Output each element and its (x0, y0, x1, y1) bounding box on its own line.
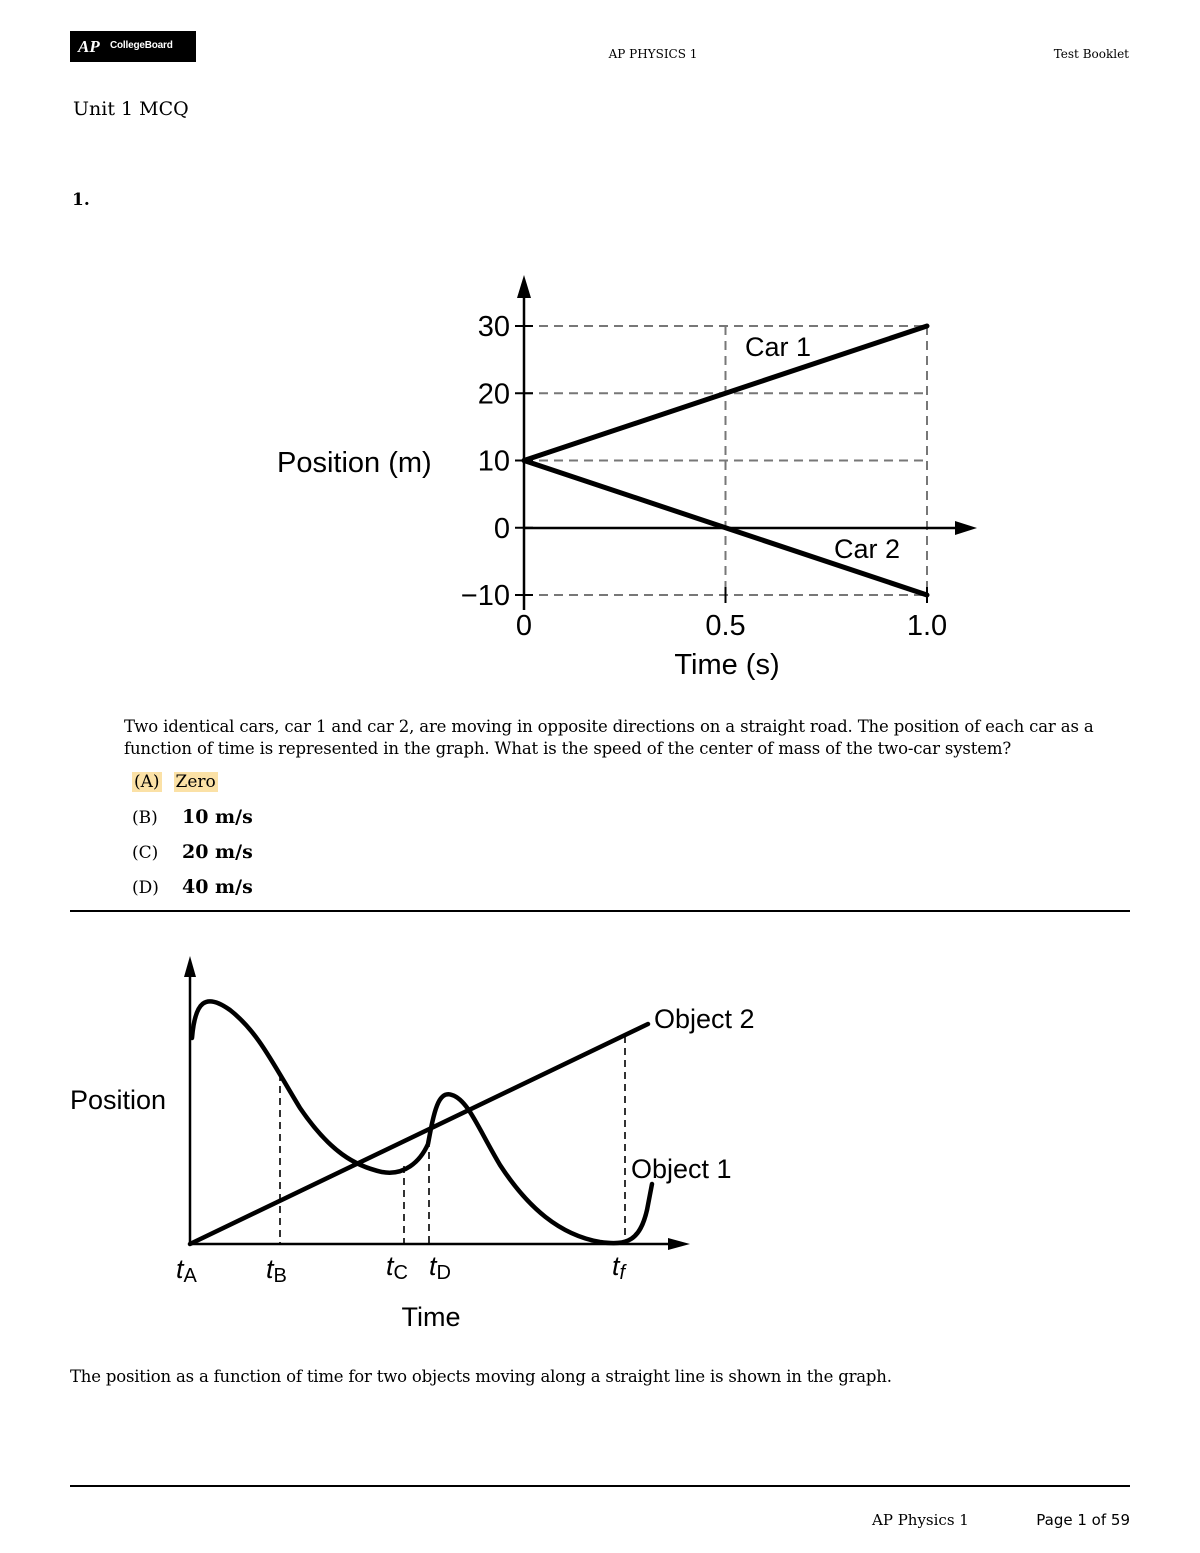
ytick-label-0: 30 (477, 311, 510, 343)
choice-c[interactable] (132, 841, 253, 863)
choice-c-letter: (C) (132, 843, 159, 863)
choice-c-text: 20 m/s (182, 841, 253, 863)
ytick-label-4: −10 (460, 580, 510, 612)
footer-course: AP Physics 1 (872, 1511, 969, 1529)
choice-a-text: Zero (175, 772, 216, 792)
choice-b-text: 10 m/s (182, 806, 253, 828)
tick-tf: tf (612, 1251, 626, 1284)
section-divider (70, 910, 1130, 912)
graph-description: The position as a function of time for two objects moving along a straight line is shown in the graph. (70, 1367, 892, 1386)
chart1-ylabel: Position (m) (277, 447, 432, 479)
series-object-1 (192, 1001, 652, 1243)
object-position-chart (0, 940, 800, 1340)
chart1-xlabel: Time (s) (674, 649, 780, 681)
car-position-chart (0, 0, 1200, 700)
header-booklet: Test Booklet (1053, 47, 1129, 61)
tick-tD: tD (429, 1251, 451, 1284)
series-label-car-1: Car 1 (745, 332, 812, 362)
y-axis-arrow-icon (184, 956, 196, 977)
logo-text: CollegeBoard (110, 40, 173, 51)
page-number: Page 1 of 59 (1036, 1511, 1130, 1529)
chart2-ylabel: Position (70, 1085, 167, 1115)
tick-tA: tA (176, 1254, 197, 1287)
choice-d-text: 40 m/s (182, 876, 253, 898)
tick-tB: tB (266, 1254, 287, 1287)
question-number: 1. (72, 190, 90, 210)
x-axis-arrow-icon (668, 1238, 690, 1250)
choice-a[interactable] (132, 772, 218, 792)
footer-divider (70, 1485, 1130, 1487)
xtick-label-2: 1.0 (906, 610, 948, 642)
choice-d-letter: (D) (132, 878, 159, 898)
choice-a-letter: (A) (134, 772, 160, 792)
ytick-label-2: 10 (477, 445, 510, 478)
y-axis-arrow-icon (517, 275, 531, 298)
question-text: Two identical cars, car 1 and car 2, are moving in opposite directions on a straight road. The position of each car as a function of time is represented in the graph. What is the speed of the center of mass of the two-car system? (124, 717, 1094, 758)
chart2-xlabel: Time (401, 1302, 461, 1332)
x-axis-arrow-icon (955, 521, 977, 535)
series-label-object-1: Object 1 (631, 1154, 732, 1184)
tick-tC: tC (386, 1251, 408, 1284)
chart2-dashed-guides (280, 1036, 625, 1244)
page-title: Unit 1 MCQ (73, 98, 189, 120)
chart1-ticks (461, 311, 947, 642)
choice-b[interactable] (132, 806, 253, 828)
header-course: AP PHYSICS 1 (608, 47, 698, 61)
choice-b-letter: (B) (132, 808, 158, 828)
series-object-2 (190, 1024, 648, 1244)
ytick-label-1: 20 (477, 378, 510, 411)
chart2-tick-labels (176, 1251, 628, 1287)
xtick-label-0: 0 (515, 610, 533, 642)
ytick-label-3: 0 (493, 512, 510, 545)
series-label-object-2: Object 2 (654, 1004, 755, 1034)
choice-d[interactable] (132, 876, 253, 898)
series-label-car-2: Car 2 (834, 534, 901, 564)
xtick-label-1: 0.5 (705, 610, 746, 642)
logo-mark: AP (78, 37, 100, 56)
